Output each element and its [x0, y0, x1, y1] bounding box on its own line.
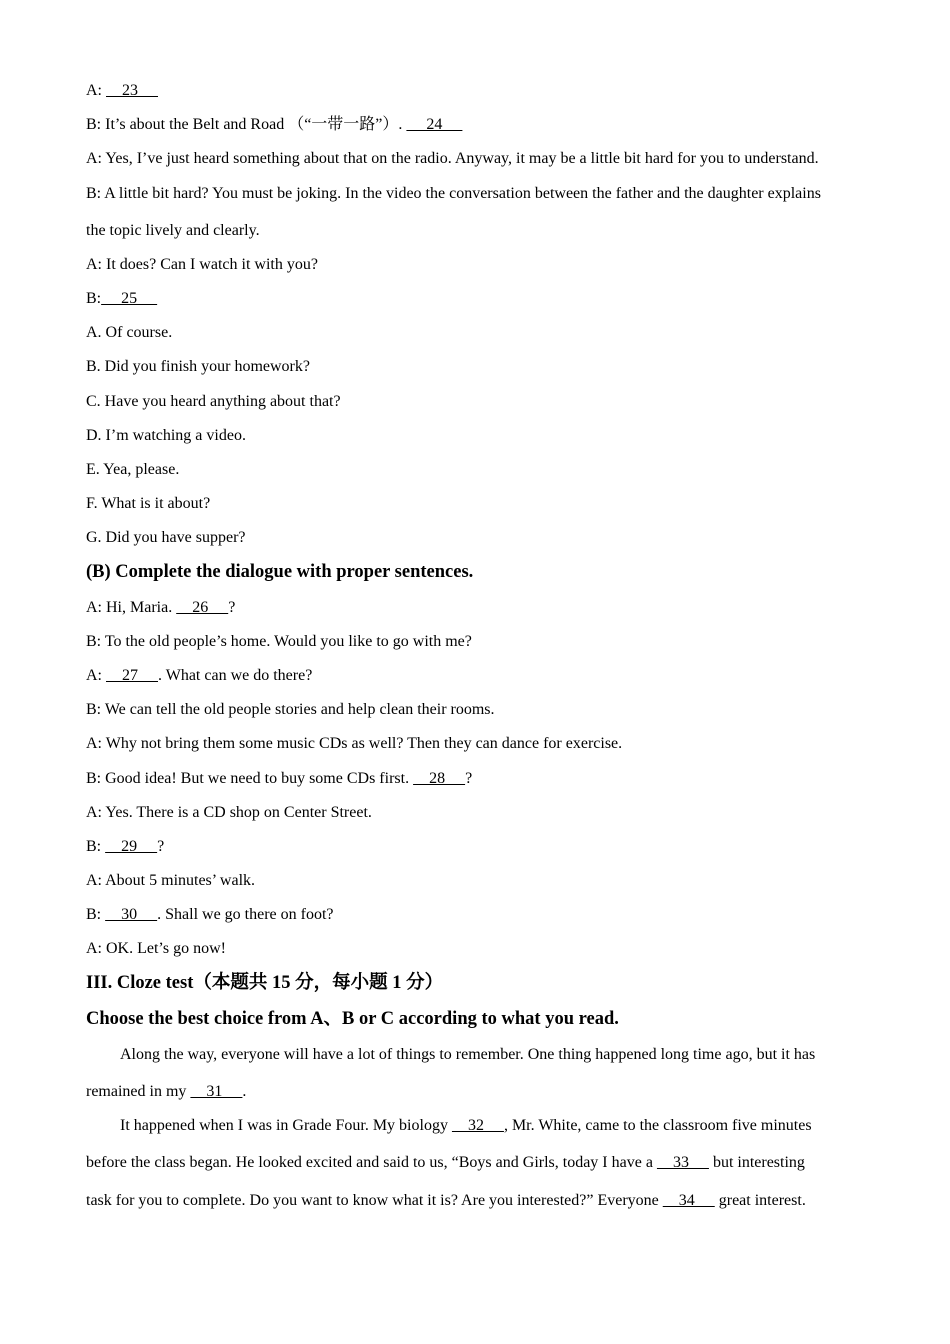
dialogue-line-q30: B: 30 . Shall we go there on foot? — [86, 906, 334, 923]
dialogue-line-q26: A: Hi, Maria. 26 ? — [86, 599, 236, 616]
dialogue-line-q25: B: 25 — [86, 290, 158, 307]
dialogue-line: A: OK. Let’s go now! — [86, 940, 226, 957]
paragraph-line: Along the way, everyone will have a lot of things to remember. One thing happened long time ago, but it has — [120, 1046, 816, 1063]
option-a: A. Of course. — [86, 324, 173, 341]
dialogue-line-q23: A: 23 — [86, 82, 158, 99]
blank-26: 26 — [176, 599, 229, 616]
dialogue-line: A: Why not bring them some music CDs as well? Then they can dance for exercise. — [86, 735, 623, 752]
blank-29: 29 — [105, 838, 158, 855]
blank-33: 33 — [656, 1154, 709, 1171]
dialogue-line-q27: A: 27 . What can we do there? — [86, 667, 313, 684]
dialogue-line: A: It does? Can I watch it with you? — [86, 256, 318, 273]
blank-27: 27 — [106, 667, 158, 684]
option-e: E. Yea, please. — [86, 461, 180, 478]
section-subheading-cloze: Choose the best choice from A、B or C according to what you read. — [86, 1009, 619, 1029]
option-c: C. Have you heard anything about that? — [86, 393, 341, 410]
dialogue-line: A: Yes. There is a CD shop on Center Street. — [86, 804, 372, 821]
paragraph-line-q34: task for you to complete. Do you want to know what it is? Are you interested?” Everyone 34 great interest. — [86, 1192, 806, 1209]
blank-23: 23 — [106, 82, 158, 99]
blank-30: 30 — [105, 906, 158, 923]
dialogue-line: A: Yes, I’ve just heard something about that on the radio. Anyway, it may be a little bit hard for you to understand. — [86, 150, 819, 167]
option-g: G. Did you have supper? — [86, 529, 246, 546]
section-heading-b: (B) Complete the dialogue with proper sentences. — [86, 562, 474, 582]
option-b: B. Did you finish your homework? — [86, 358, 310, 375]
dialogue-line: B: A little bit hard? You must be joking. In the video the conversation between the father and the daughter explains — [86, 185, 821, 202]
dialogue-line: B: We can tell the old people stories and help clean their rooms. — [86, 701, 495, 718]
section-heading-cloze: III. Cloze test（本题共 15 分，每小题 1 分） — [86, 973, 444, 993]
paragraph-line-q32: It happened when I was in Grade Four. My biology 32 , Mr. White, came to the classroom five minutes — [120, 1117, 812, 1134]
dialogue-line-q24: B: It’s about the Belt and Road （“一带一路”）. 24 — [86, 116, 463, 133]
paragraph-line-q33: before the class began. He looked excited and said to us, “Boys and Girls, today I have a 33 but interesting — [86, 1154, 805, 1171]
dialogue-line-q29: B: 29 ? — [86, 838, 165, 855]
option-d: D. I’m watching a video. — [86, 427, 246, 444]
blank-34: 34 — [662, 1192, 715, 1209]
blank-24: 24 — [406, 116, 463, 133]
dialogue-line: the topic lively and clearly. — [86, 222, 260, 239]
paragraph-line-q31: remained in my 31 . — [86, 1083, 247, 1100]
dialogue-line: A: About 5 minutes’ walk. — [86, 872, 256, 889]
blank-25: 25 — [101, 290, 158, 307]
blank-32: 32 — [451, 1117, 504, 1134]
dialogue-line: B: To the old people’s home. Would you like to go with me? — [86, 633, 472, 650]
blank-31: 31 — [190, 1083, 243, 1100]
blank-28: 28 — [413, 770, 466, 787]
option-f: F. What is it about? — [86, 495, 211, 512]
dialogue-line-q28: B: Good idea! But we need to buy some CDs first. 28 ? — [86, 770, 473, 787]
